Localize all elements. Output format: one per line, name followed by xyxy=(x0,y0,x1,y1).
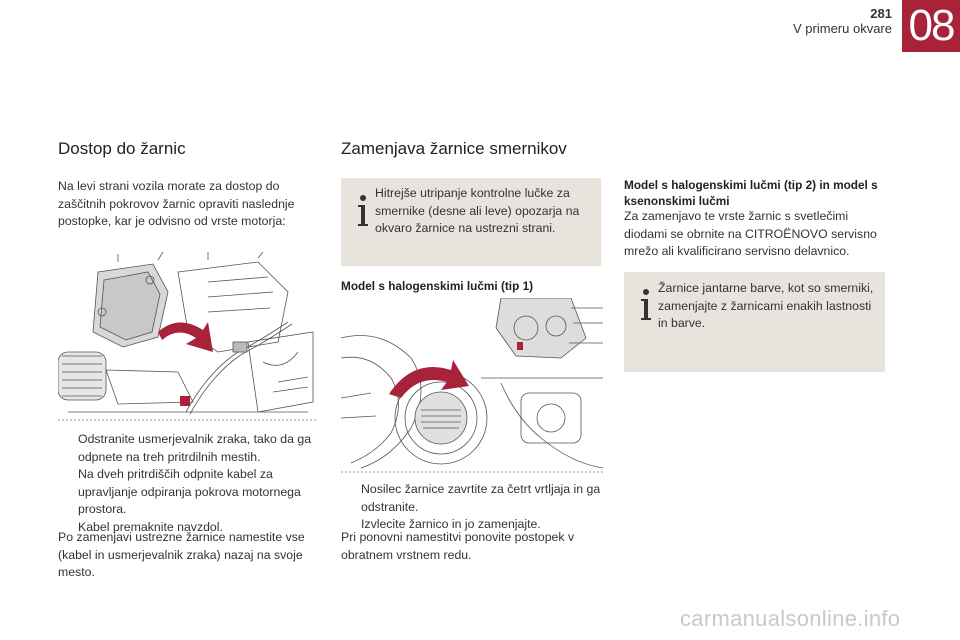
list-item: Kabel premaknite navzdol. xyxy=(78,519,223,534)
model-type2-heading: Model s halogenskimi lučmi (tip 2) in model s ksenonskimi lučmi xyxy=(624,178,878,208)
intro-paragraph: Na levi strani vozila morate za dostop do zaščitnih pokrovov žarnic opraviti naslednje postopke, kar je odvisno od vrste motorja: xyxy=(58,179,295,228)
info-box-amber xyxy=(624,272,885,372)
info-box-blinking xyxy=(341,178,601,266)
middle-steps-list xyxy=(341,481,603,534)
list-item: Na dveh pritrdiščih odpnite kabel za upravljanje odpiranja pokrova motornega prostora. xyxy=(78,467,301,516)
info-icon xyxy=(355,194,371,228)
left-closing-paragraph: Po zamenjavi ustrezne žarnice namestite vse (kabel in usmerjevalnik zraka) nazaj na svoje mesto. xyxy=(58,530,305,579)
list-item: Odstranite usmerjevalnik zraka, tako da ga odpnete na treh pritrdilnih mestih. xyxy=(78,432,312,464)
section-title-indicators: Zamenjava žarnice smernikov xyxy=(341,139,567,158)
info-text: Žarnice jantarne barve, kot so smerniki, zamenjajte z žarnicami enakih lastnosti in barve. xyxy=(658,281,874,330)
engine-bay-illustration xyxy=(58,252,316,424)
watermark: carmanualsonline.info xyxy=(680,606,901,631)
chapter-tab: 08 xyxy=(902,0,960,52)
list-item: Izvlecite žarnico in jo zamenjajte. xyxy=(361,517,541,531)
left-steps-list xyxy=(58,431,320,536)
model-type1-heading: Model s halogenskimi lučmi (tip 1) xyxy=(341,279,534,293)
info-icon xyxy=(638,288,654,322)
info-text: Hitrejše utripanje kontrolne lučke za smernike (desne ali leve) opozarja na okvaro žarnice na ustrezni strani. xyxy=(375,186,580,235)
chapter-subtitle: V primeru okvare xyxy=(793,21,892,36)
list-item: Nosilec žarnice zavrtite za četrt vrtljaja in ga odstranite. xyxy=(361,482,601,514)
page-number: 281 xyxy=(870,6,892,21)
headlamp-illustration xyxy=(341,298,603,474)
middle-closing-paragraph: Pri ponovni namestitvi ponovite postopek v obratnem vrstnem redu. xyxy=(341,530,575,562)
section-title-access: Dostop do žarnic xyxy=(58,139,186,158)
right-paragraph: Za zamenjavo te vrste žarnic s svetlečimi diodami se obrnite na CITROËNOVO servisno mrežo ali kvalificirano servisno delavnico. xyxy=(624,209,877,258)
